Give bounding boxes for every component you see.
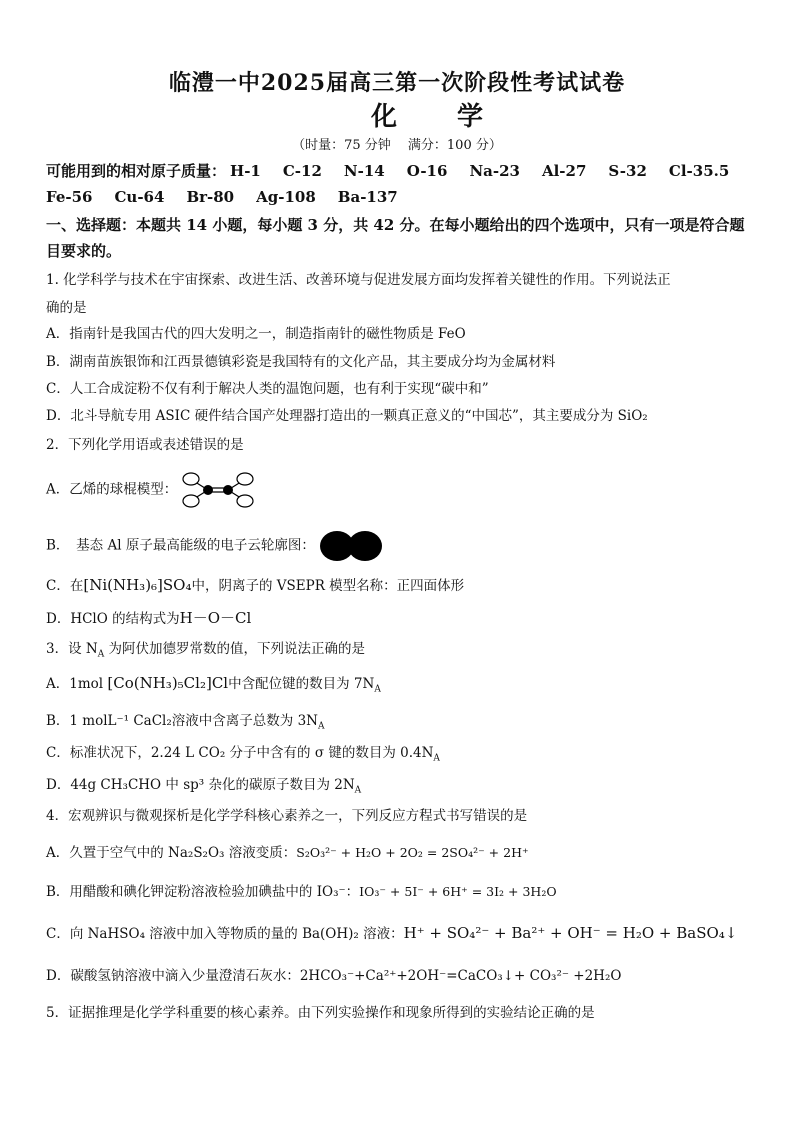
q4-option-b-equation: IO₃⁻ + 5I⁻ + 6H⁺ = 3I₂ + 3H₂O (359, 884, 557, 899)
atomic-masses-row1 (46, 160, 751, 181)
q3-stem-sub: A (97, 649, 105, 660)
q3-option-d (46, 773, 361, 796)
q4-option-c-equation: H⁺ + SO₄²⁻ + Ba²⁺ + OH⁻ = H₂O + BaSO₄↓ (403, 924, 738, 942)
q4-option-b-text: B．用醋酸和碘化钾淀粉溶液检验加碘盐中的 IO₃⁻： (46, 884, 360, 900)
q2-stem: 2．下列化学用语或表述错误的是 (46, 437, 244, 453)
q2-option-d-prefix: D．HClO 的结构式为 (46, 611, 180, 627)
q4-stem: 4．宏观辨识与微观探析是化学学科核心素养之一，下列反应方程式书写错误的是 (46, 808, 528, 824)
q4-option-c (46, 922, 737, 942)
mass-item: Al-27 (541, 162, 587, 180)
q3-option-c-sub: A (433, 753, 440, 764)
mass-item: Cu-64 (114, 188, 165, 206)
mass-item: H-1 (230, 162, 261, 180)
q3-option-a-suffix: 中含配位键的数目为 7N (228, 676, 375, 692)
p-orbital-dumbbell-icon (319, 530, 383, 562)
q2-option-d-formula: H－O－Cl (179, 609, 252, 627)
q1-option-a: A．指南针是我国古代的四大发明之一，制造指南针的磁性物质是 FeO (46, 326, 466, 342)
q3-option-a-sub: A (374, 684, 381, 695)
q2-option-c-formula: [Ni(NH₃)₆]SO₄ (83, 576, 192, 594)
q3-option-b-text: B．1 molL⁻¹ CaCl₂溶液中含离子总数为 3N (46, 713, 318, 729)
q3-stem-post: 为阿伏加德罗常数的值，下列说法正确的是 (104, 641, 365, 657)
q4-option-d-equation: 2HCO₃⁻+Ca²⁺+2OH⁻=CaCO₃↓+ CO₃²⁻ +2H₂O (299, 968, 622, 984)
mass-item: Na-23 (469, 162, 520, 180)
q3-stem-text: 3．设 N (46, 641, 98, 657)
q2-option-c-suffix: 中，阴离子的 VSEPR 模型名称：正四面体形 (191, 578, 465, 594)
mass-item: Ba-137 (337, 188, 398, 206)
mass-item: O-16 (406, 162, 448, 180)
q3-option-d-text: D．44g CH₃CHO 中 sp³ 杂化的碳原子数目为 2N (46, 777, 355, 793)
q4-option-c-text: C．向 NaHSO₄ 溶液中加入等物质的量的 Ba(OH)₂ 溶液： (46, 926, 404, 942)
q3-option-b-sub: A (317, 721, 325, 732)
q2-option-a (46, 470, 254, 510)
q1-option-c: C．人工合成淀粉不仅有利于解决人类的温饱问题，也有利于实现“碳中和” (46, 381, 489, 397)
atomic-masses-row2 (46, 188, 420, 206)
exam-meta: （时量：75 分钟 满分：100 分） (292, 138, 502, 153)
q4-option-d-text: D．碳酸氢钠溶液中滴入少量澄清石灰水： (46, 968, 300, 984)
ethylene-ball-stick-icon (182, 470, 254, 510)
q2-option-c (46, 574, 464, 594)
q3-stem (46, 637, 365, 660)
q5-stem: 5．证据推理是化学学科重要的核心素养。由下列实验操作和现象所得到的实验结论正确的是 (46, 1005, 595, 1021)
q3-option-a-formula: [Co(NH₃)₅Cl₂]Cl (107, 674, 229, 692)
mass-item: Ag-108 (256, 188, 316, 206)
q3-option-a-prefix: A．1mol (46, 676, 104, 692)
q4-option-d (46, 964, 621, 984)
q1-option-d: D．北斗导航专用 ASIC 硬件结合国产处理器打造出的一颗真正意义的“中国芯”，其主要成分为 SiO₂ (46, 408, 648, 424)
mass-item: N-14 (343, 162, 385, 180)
q3-option-b (46, 709, 324, 732)
mass-item: S-32 (608, 162, 647, 180)
q1-stem-line1: 1. 化学科学与技术在宇宙探索、改进生活、改善环境与促进发展方面均发挥着关键性的作用。下列说法正 (46, 272, 671, 288)
mass-item: Cl-35.5 (668, 162, 730, 180)
exam-title: 临澧一中2025届高三第一次阶段性考试试卷 (168, 70, 626, 96)
q1-stem-line2: 确的是 (46, 300, 87, 316)
q4-option-b (46, 880, 557, 900)
q3-option-c (46, 741, 440, 764)
atomic-masses-label: 可能用到的相对原子质量： (46, 162, 227, 180)
q2-option-d (46, 607, 251, 628)
q4-option-a-text: A．久置于空气中的 Na₂S₂O₃ 溶液变质： (46, 845, 297, 861)
q3-option-c-text: C．标准状况下，2.24 L CO₂ 分子中含有的 σ 键的数目为 0.4N (46, 745, 434, 761)
q4-option-a-equation: S₂O₃²⁻ + H₂O + 2O₂ = 2SO₄²⁻ + 2H⁺ (296, 845, 529, 860)
q3-option-a (46, 672, 381, 695)
q2-option-b-label: B． 基态 Al 原子最高能级的电子云轮廓图： (46, 537, 315, 554)
mass-item: C-12 (282, 162, 322, 180)
mass-item: Br-80 (186, 188, 235, 206)
subject-title: 化学 (370, 102, 543, 132)
q1-option-b: B．湖南苗族银饰和江西景德镇彩瓷是我国特有的文化产品，其主要成分均为金属材料 (46, 354, 556, 370)
q3-option-d-sub: A (354, 785, 362, 796)
section-heading: 一、选择题：本题共 14 小题，每小题 3 分，共 42 分。在每小题给出的四个选项中，只有一项是符合题目要求的。 (46, 216, 745, 260)
q4-option-a (46, 841, 529, 861)
q2-option-b (46, 530, 383, 562)
mass-item: Fe-56 (46, 188, 93, 206)
q2-option-c-prefix: C．在 (46, 578, 84, 594)
q2-option-a-label: A．乙烯的球棍模型： (46, 481, 178, 498)
